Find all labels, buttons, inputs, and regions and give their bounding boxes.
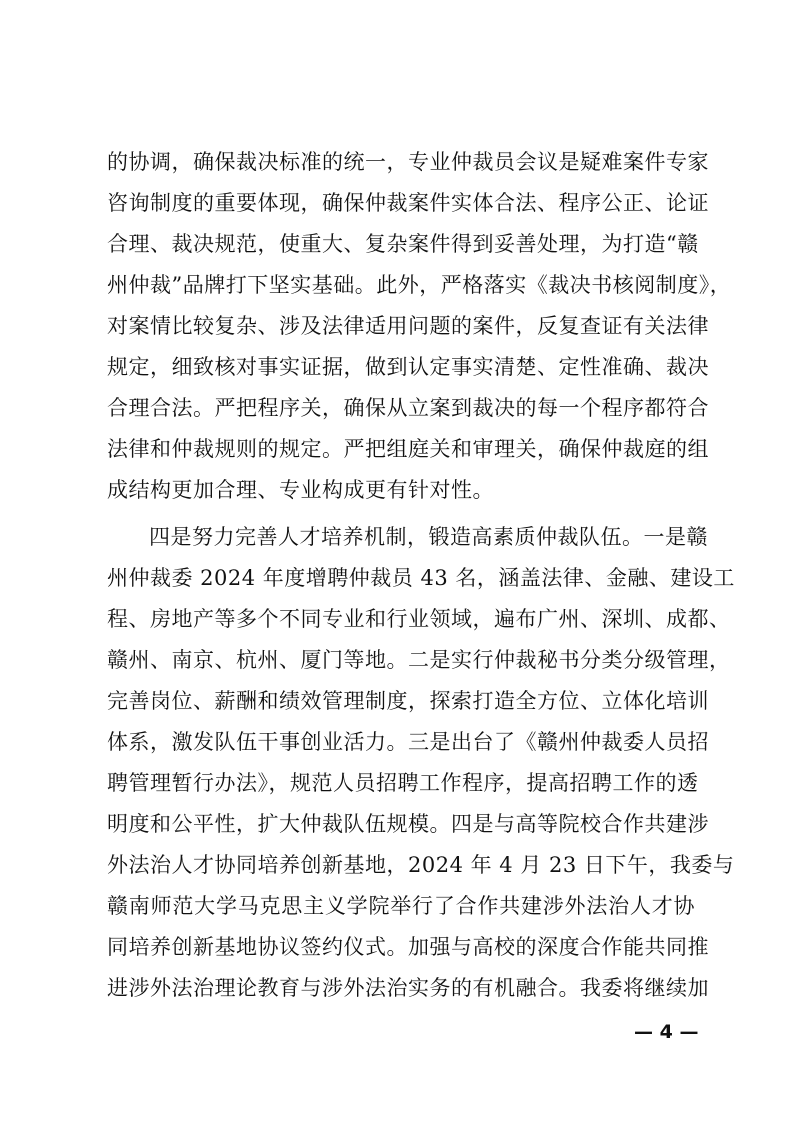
paragraph-2-line-5: 完善岗位、薪酬和绩效管理制度，探索打造全方位、立体化培训 — [107, 689, 709, 713]
paragraph-2-line-6: 体系，激发队伍干事创业活力。三是出台了《赣州仲裁委人员招 — [107, 730, 709, 754]
paragraph-1-line-4: 州仲裁”品牌打下坚实基础。此外，严格落实《裁决书核阅制度》， — [107, 273, 732, 297]
paragraph-1-line-6: 规定，细致核对事实证据，做到认定事实清楚、定性准确、裁决 — [107, 355, 709, 379]
paragraph-1-line-2: 咨询制度的重要体现，确保仲裁案件实体合法、程序公正、论证 — [107, 191, 709, 215]
paragraph-2-line-8: 明度和公平性，扩大仲裁队伍规模。四是与高等院校合作共建涉 — [107, 812, 709, 836]
paragraph-1-line-3: 合理、裁决规范，使重大、复杂案件得到妥善处理，为打造“赣 — [107, 232, 699, 256]
paragraph-2-line-4: 赣州、南京、杭州、厦门等地。二是实行仲裁秘书分类分级管理， — [107, 648, 731, 672]
paragraph-1-line-1: 的协调，确保裁决标准的统一，专业仲裁员会议是疑难案件专家 — [107, 150, 709, 174]
paragraph-2-line-10: 赣南师范大学马克思主义学院举行了合作共建涉外法治人才协 — [107, 894, 695, 918]
paragraph-1-line-9: 成结构更加合理、专业构成更有针对性。 — [107, 478, 494, 502]
paragraph-2-line-3: 程、房地产等多个不同专业和行业领域，遍布广州、深圳、成都、 — [107, 607, 731, 631]
paragraph-2-line-9: 外法治人才协同培养创新基地，2024 年 4 月 23 日下午，我委与 — [107, 853, 735, 877]
page-number: — 4 — — [634, 1021, 699, 1043]
paragraph-2-line-7: 聘管理暂行办法》，规范人员招聘工作程序，提高招聘工作的透 — [107, 771, 699, 795]
paragraph-1-line-5: 对案情比较复杂、涉及法律适用问题的案件，反复查证有关法律 — [107, 314, 709, 338]
paragraph-1-line-8: 法律和仲裁规则的规定。严把组庭关和审理关，确保仲裁庭的组 — [107, 437, 709, 461]
paragraph-2-line-12: 进涉外法治理论教育与涉外法治实务的有机融合。我委将继续加 — [107, 976, 709, 1000]
paragraph-1-line-7: 合理合法。严把程序关，确保从立案到裁决的每一个程序都符合 — [107, 396, 709, 420]
paragraph-2-line-11: 同培养创新基地协议签约仪式。加强与高校的深度合作能共同推 — [107, 935, 709, 959]
paragraph-2-line-2: 州仲裁委 2024 年度增聘仲裁员 43 名，涵盖法律、金融、建设工 — [107, 566, 735, 590]
paragraph-2-line-1: 四是努力完善人才培养机制，锻造高素质仲裁队伍。一是赣 — [149, 525, 708, 549]
